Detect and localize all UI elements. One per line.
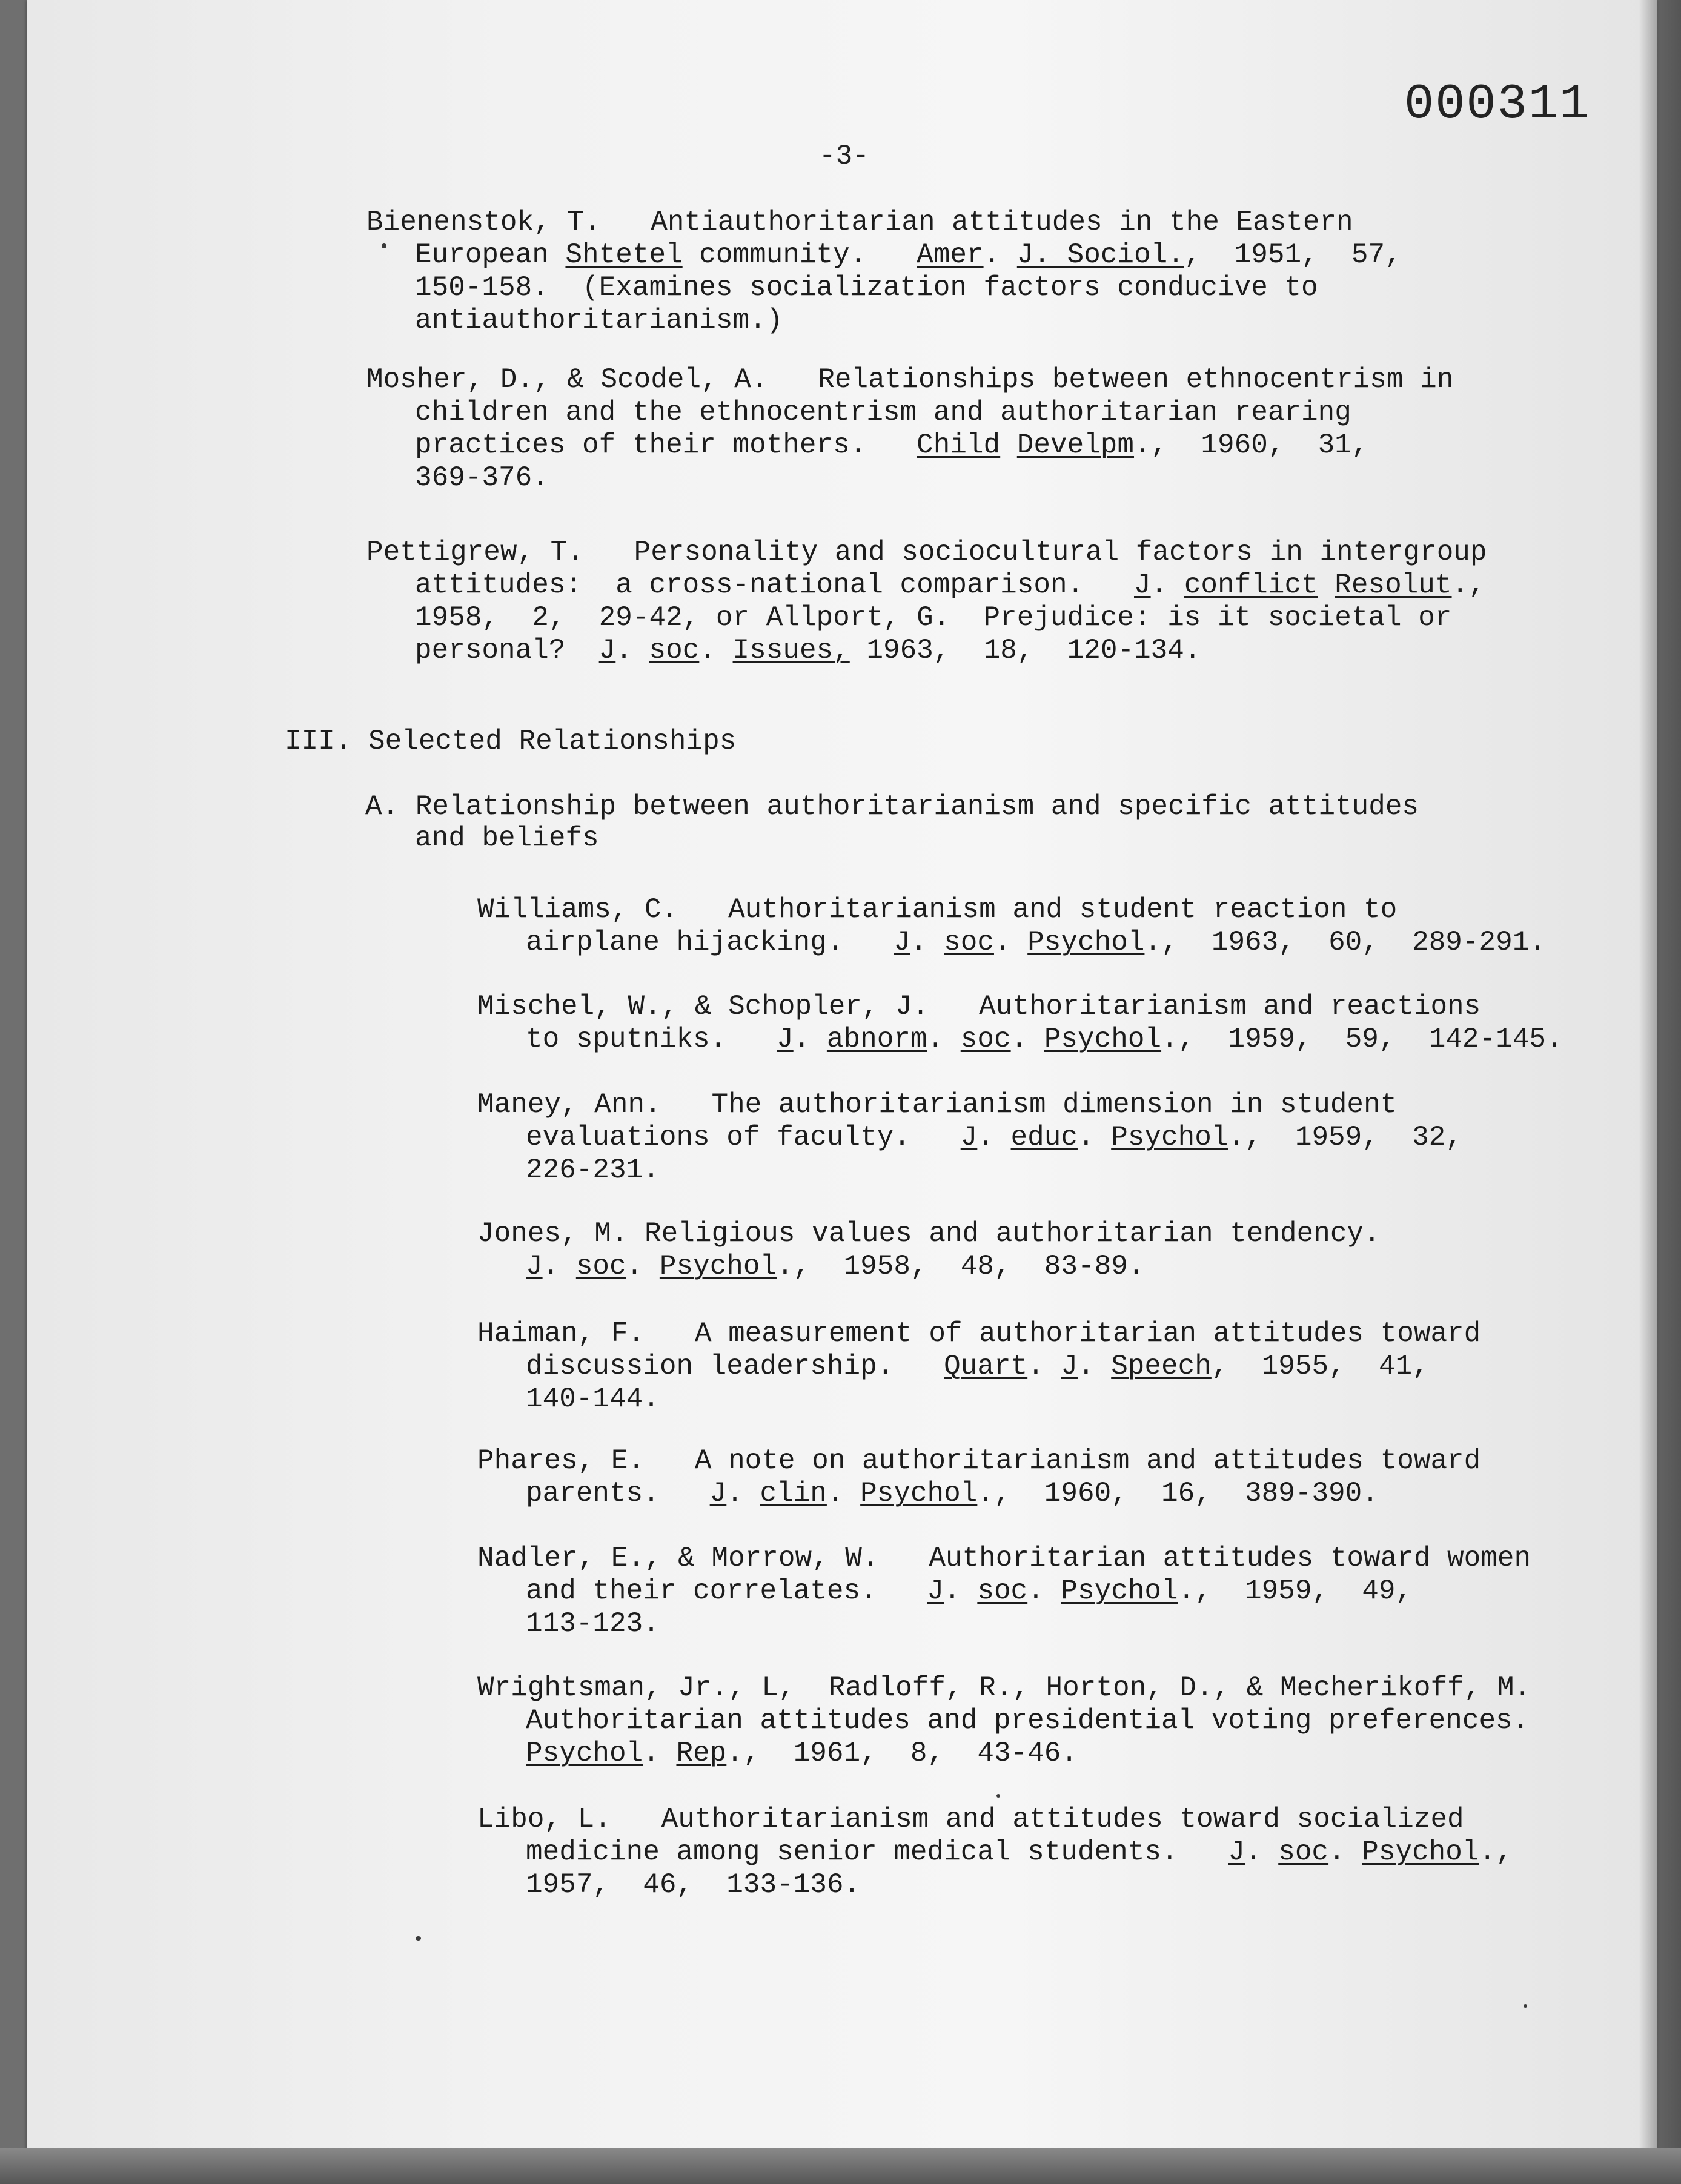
document-number: 000311: [1404, 76, 1591, 133]
entry-line: [526, 1121, 1462, 1154]
entry-line: [526, 1836, 1513, 1868]
entry-line: [526, 1737, 1078, 1770]
underlined-citation-text: Psychol: [659, 1251, 777, 1282]
citation-text: personal?: [415, 635, 599, 666]
citation-text: .,: [1451, 569, 1485, 601]
entry-line: [477, 1444, 1480, 1477]
citation-text: medicine among senior medical students.: [526, 1836, 1228, 1868]
entry-line: [415, 239, 1402, 271]
underlined-citation-text: Psychol: [1061, 1575, 1178, 1607]
citation-text: community.: [682, 239, 917, 271]
underlined-citation-text: Resolut: [1335, 569, 1452, 601]
underlined-citation-text: soc: [944, 927, 994, 958]
underlined-citation-text: Psychol: [1362, 1836, 1479, 1868]
underlined-citation-text: soc: [977, 1575, 1028, 1607]
entry-line: [415, 462, 549, 494]
underlined-citation-text: J: [1134, 569, 1151, 601]
citation-text: 150-158. (Examines socialization factors conducive to: [415, 272, 1318, 303]
underlined-citation-text: J: [894, 927, 910, 958]
underlined-citation-text: Psychol: [1027, 927, 1145, 958]
entry-line: [366, 536, 1487, 569]
citation-text: , 1951, 57,: [1184, 239, 1402, 271]
citation-text: Maney, Ann. The authoritarianism dimension in student: [477, 1089, 1398, 1120]
citation-text: 113-123.: [526, 1608, 660, 1640]
citation-text: Nadler, E., & Morrow, W. Authoritarian attitudes toward women: [477, 1543, 1531, 1574]
entry-line: [526, 1477, 1379, 1510]
citation-text: 226-231.: [526, 1154, 660, 1186]
citation-text: .: [944, 1575, 978, 1607]
citation-text: Pettigrew, T. Personality and sociocultural factors in intergroup: [366, 537, 1487, 568]
citation-text: to sputniks.: [526, 1024, 777, 1055]
citation-text: Jones, M. Religious values and authoritarian tendency.: [477, 1218, 1381, 1249]
citation-text: [1318, 569, 1335, 601]
citation-text: 1963, 18, 120-134.: [849, 635, 1201, 666]
citation-text: .: [826, 1478, 861, 1509]
underlined-citation-text: clin: [760, 1478, 827, 1509]
citation-text: ., 1961, 8, 43-46.: [726, 1738, 1078, 1769]
citation-text: .,: [1479, 1836, 1513, 1868]
entry-line: [415, 304, 783, 337]
underlined-citation-text: Develpm: [1016, 429, 1135, 461]
underlined-citation-text: J. Sociol.: [1016, 239, 1184, 271]
subsection-heading-line1: A. Relationship between authoritarianism and specific attitudes: [365, 791, 1419, 822]
scan-speck: [382, 243, 386, 248]
citation-text: .: [910, 927, 944, 958]
entry-line: [477, 1803, 1464, 1836]
citation-text: 140-144.: [526, 1383, 660, 1415]
entry-line: [415, 634, 1201, 667]
citation-text: practices of their mothers.: [415, 429, 917, 461]
citation-text: ., 1958, 48, 83-89.: [777, 1251, 1145, 1282]
citation-text: Mischel, W., & Schopler, J. Authoritarianism and reactions: [477, 991, 1481, 1022]
citation-text: .: [1027, 1575, 1061, 1607]
subsection-heading-line2: and beliefs: [415, 822, 599, 854]
entry-line: [477, 1317, 1480, 1350]
scan-speck: [996, 1794, 1000, 1798]
entry-line: [526, 1607, 660, 1640]
underlined-citation-text: J: [526, 1251, 543, 1282]
citation-text: [1000, 429, 1017, 461]
scan-speck: [416, 1936, 421, 1941]
entry-line: [526, 1868, 860, 1901]
entry-line: [366, 363, 1453, 396]
citation-text: .: [699, 635, 733, 666]
citation-text: .: [1150, 569, 1184, 601]
citation-text: ., 1963, 60, 289-291.: [1144, 927, 1546, 958]
entry-line: [415, 396, 1351, 429]
scan-speck: [1524, 2004, 1527, 2008]
citation-text: .: [993, 927, 1028, 958]
underlined-citation-text: soc: [649, 635, 700, 666]
citation-text: .: [643, 1738, 677, 1769]
citation-text: ., 1960, 16, 389-390.: [977, 1478, 1379, 1509]
entry-line: [415, 429, 1368, 462]
underlined-citation-text: Issues,: [732, 635, 850, 666]
entry-line: [526, 1704, 1529, 1737]
underlined-citation-text: soc: [1278, 1836, 1329, 1868]
underlined-citation-text: J: [777, 1024, 794, 1055]
entry-line: [526, 1575, 1412, 1607]
page-number: -3-: [819, 141, 869, 172]
citation-text: .: [1027, 1351, 1061, 1382]
citation-text: 1958, 2, 29-42, or Allport, G. Prejudice: is it societal or: [415, 602, 1452, 634]
underlined-citation-text: soc: [960, 1024, 1011, 1055]
citation-text: 369-376.: [415, 462, 549, 494]
underlined-citation-text: J: [709, 1478, 727, 1509]
entry-line: [526, 1350, 1429, 1383]
citation-text: .: [542, 1251, 576, 1282]
citation-text: Mosher, D., & Scodel, A. Relationships between ethnocentrism in: [366, 364, 1454, 395]
citation-text: .: [1328, 1836, 1362, 1868]
citation-text: .: [1010, 1024, 1044, 1055]
citation-text: .: [927, 1024, 961, 1055]
entry-line: [366, 206, 1353, 239]
entry-line: [526, 1023, 1563, 1056]
citation-text: .: [1077, 1351, 1112, 1382]
citation-text: European: [415, 239, 566, 271]
entry-line: [415, 569, 1485, 601]
entry-line: [477, 1542, 1531, 1575]
citation-text: Wrightsman, Jr., L, Radloff, R., Horton, D., & Mecherikoff, M.: [477, 1672, 1531, 1704]
section-heading: III. Selected Relationships: [285, 726, 737, 757]
underlined-citation-text: Shtetel: [565, 239, 683, 271]
underlined-citation-text: Psychol: [1044, 1024, 1162, 1055]
citation-text: .: [626, 1251, 660, 1282]
underlined-citation-text: educ: [1010, 1122, 1078, 1153]
citation-text: and their correlates.: [526, 1575, 927, 1607]
entry-line: [477, 990, 1480, 1023]
citation-text: .: [1245, 1836, 1279, 1868]
citation-text: children and the ethnocentrism and authoritarian rearing: [415, 397, 1351, 428]
underlined-citation-text: Psychol: [860, 1478, 978, 1509]
citation-text: ., 1959, 59, 142-145.: [1161, 1024, 1563, 1055]
underlined-citation-text: J: [960, 1122, 978, 1153]
underlined-citation-text: soc: [575, 1251, 626, 1282]
entry-line: [526, 1250, 1144, 1283]
citation-text: .: [615, 635, 649, 666]
scan-bottom-edge: [0, 2148, 1681, 2184]
entry-line: [526, 1154, 660, 1186]
underlined-citation-text: abnorm: [826, 1024, 927, 1055]
citation-text: Libo, L. Authoritarianism and attitudes toward socialized: [477, 1804, 1464, 1835]
entry-line: [526, 926, 1546, 959]
underlined-citation-text: Child: [917, 429, 1001, 461]
entry-line: [477, 893, 1397, 926]
citation-text: discussion leadership.: [526, 1351, 944, 1382]
underlined-citation-text: Rep: [676, 1738, 727, 1769]
underlined-citation-text: Speech: [1111, 1351, 1212, 1382]
citation-text: .: [793, 1024, 827, 1055]
citation-text: airplane hijacking.: [526, 927, 894, 958]
underlined-citation-text: J: [1061, 1351, 1078, 1382]
citation-text: parents.: [526, 1478, 710, 1509]
citation-text: .: [977, 1122, 1011, 1153]
citation-text: Haiman, F. A measurement of authoritarian attitudes toward: [477, 1318, 1481, 1349]
underlined-citation-text: J: [927, 1575, 944, 1607]
citation-text: Authoritarian attitudes and presidential voting preferences.: [526, 1705, 1530, 1736]
underlined-citation-text: Psychol: [526, 1738, 643, 1769]
entry-line: [477, 1217, 1381, 1250]
entry-line: [477, 1672, 1531, 1704]
entry-line: [415, 271, 1318, 304]
citation-text: ., 1960, 31,: [1134, 429, 1368, 461]
entry-line: [415, 601, 1451, 634]
underlined-citation-text: Amer: [917, 239, 984, 271]
citation-text: 1957, 46, 133-136.: [526, 1869, 861, 1901]
citation-text: ., 1959, 49,: [1178, 1575, 1413, 1607]
underlined-citation-text: J: [598, 635, 616, 666]
underlined-citation-text: J: [1228, 1836, 1245, 1868]
citation-text: .: [726, 1478, 760, 1509]
citation-text: attitudes: a cross-national comparison.: [415, 569, 1134, 601]
citation-text: antiauthoritarianism.): [415, 305, 783, 336]
citation-text: , 1955, 41,: [1211, 1351, 1429, 1382]
citation-text: Bienenstok, T. Antiauthoritarian attitudes in the Eastern: [366, 207, 1353, 238]
underlined-citation-text: Quart: [944, 1351, 1028, 1382]
underlined-citation-text: Psychol: [1111, 1122, 1228, 1153]
entry-line: [526, 1383, 660, 1415]
scan-edge-shadow: [1639, 0, 1681, 2184]
underlined-citation-text: conflict: [1184, 569, 1318, 601]
citation-text: .: [983, 239, 1017, 271]
citation-text: evaluations of faculty.: [526, 1122, 961, 1153]
citation-text: ., 1959, 32,: [1228, 1122, 1462, 1153]
citation-text: .: [1077, 1122, 1112, 1153]
citation-text: Phares, E. A note on authoritarianism and attitudes toward: [477, 1445, 1481, 1477]
entry-line: [477, 1088, 1397, 1121]
citation-text: Williams, C. Authoritarianism and student reaction to: [477, 894, 1398, 925]
